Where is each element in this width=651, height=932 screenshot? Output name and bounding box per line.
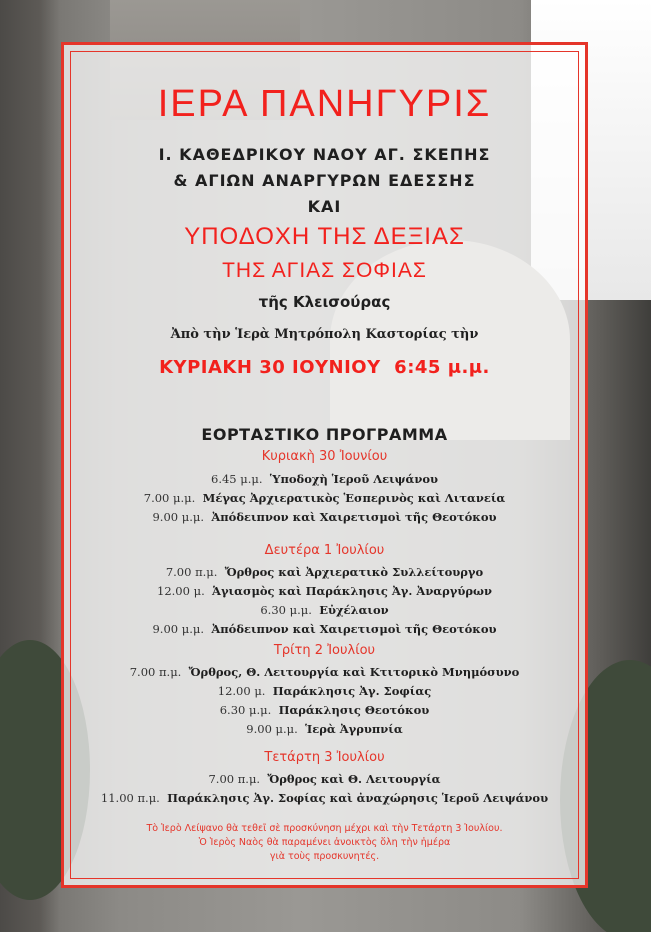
item-time: 9.00 μ.μ. — [152, 510, 204, 524]
item-time: 6.30 μ.μ. — [260, 603, 312, 617]
place-text: τῆς Κλεισούρας — [258, 293, 391, 311]
poster-title: ΙΕΡΑ ΠΑΝΗΓΥΡΙΣ — [157, 83, 492, 125]
program-item — [64, 510, 585, 524]
item-time: 7.00 π.μ. — [129, 665, 182, 679]
reception-line2: ΤΗΣ ΑΓΙΑΣ ΣΟΦΙΑΣ — [222, 259, 427, 282]
church-name-line2: & ΑΓΙΩΝ ΑΝΑΡΓΥΡΩΝ ΕΔΕΣΣΗΣ — [173, 171, 476, 190]
and-text: ΚΑΙ — [307, 197, 342, 216]
program-item — [64, 703, 585, 717]
program-item — [64, 684, 585, 698]
item-event: Ὄρθρος καὶ Ἀρχιερατικὸ Συλλείτουργο — [224, 565, 484, 579]
item-time: 7.00 π.μ. — [208, 772, 261, 786]
program-item — [64, 791, 585, 805]
program-item — [64, 491, 585, 505]
note-line: γιὰ τοὺς προσκυνητές. — [269, 851, 380, 862]
item-event: Ὄρθρος, Θ. Λειτουργία καὶ Κτιτορικὸ Μνημόσυνο — [188, 665, 520, 679]
poster-panel — [61, 42, 588, 888]
item-event: Μέγας Ἀρχιερατικὸς Ἑσπερινὸς καὶ Λιτανεία — [202, 491, 506, 505]
program-heading: ΕΟΡΤΑΣΤΙΚΟ ΠΡΟΓΡΑΜΜΑ — [201, 425, 448, 444]
item-event: Ὑποδοχὴ Ἱεροῦ Λειψάνου — [269, 472, 438, 486]
program-day: Τρίτη 2 Ἰουλίου — [273, 643, 376, 658]
note-line: Τὸ Ἱερὸ Λείψανο θὰ τεθεῖ σὲ προσκύνηση μέχρι καὶ τὴν Τετάρτη 3 Ἰουλίου. — [146, 823, 503, 834]
program-item — [64, 722, 585, 736]
church-name-line1: Ι. ΚΑΘΕΔΡΙΚΟΥ ΝΑΟΥ ΑΓ. ΣΚΕΠΗΣ — [158, 145, 491, 164]
program-day: Κυριακὴ 30 Ἰουνίου — [261, 449, 388, 464]
item-event: Ὄρθρος καὶ Θ. Λειτουργία — [267, 772, 441, 786]
item-event: Παράκλησις Ἀγ. Σοφίας — [272, 684, 432, 698]
program-item — [64, 565, 585, 579]
program-item — [64, 665, 585, 679]
program-item — [64, 603, 585, 617]
item-time: 9.00 μ.μ. — [246, 722, 298, 736]
item-time: 12.00 μ. — [217, 684, 266, 698]
program-day: Τετάρτη 3 Ἰουλίου — [264, 750, 385, 765]
item-event: Ἁγιασμὸς καὶ Παράκλησις Ἀγ. Ἀναργύρων — [212, 584, 492, 598]
item-event: Ἀπόδειπνον καὶ Χαιρετισμοὶ τῆς Θεοτόκου — [211, 622, 497, 636]
item-time: 7.00 π.μ. — [165, 565, 218, 579]
item-time: 6.45 μ.μ. — [211, 472, 263, 486]
program-item — [64, 772, 585, 786]
program-item — [64, 472, 585, 486]
item-time: 7.00 μ.μ. — [143, 491, 196, 505]
item-event: Ἱερὰ Ἀγρυπνία — [305, 722, 403, 736]
program-item — [64, 622, 585, 636]
item-event: Παράκλησις Θεοτόκου — [278, 703, 430, 717]
item-event: Εὐχέλαιον — [319, 603, 389, 617]
reception-line1: ΥΠΟΔΟΧΗ ΤΗΣ ΔΕΞΙΑΣ — [184, 223, 465, 250]
item-time: 11.00 π.μ. — [100, 791, 160, 805]
item-time: 12.00 μ. — [157, 584, 205, 598]
item-event: Παράκλησις Ἀγ. Σοφίας καὶ ἀναχώρησις Ἱεροῦ Λειψάνου — [167, 791, 549, 805]
from-text: Ἀπὸ τὴν Ἱερὰ Μητρόπολη Καστορίας τὴν — [170, 327, 479, 342]
note-line: Ὁ Ἱερὸς Ναὸς θὰ παραμένει ἀνοικτὸς ὅλη τὴν ἡμέρα — [198, 837, 451, 848]
event-date: ΚΥΡΙΑΚΗ 30 ΙΟΥΝΙΟΥ 6:45 μ.μ. — [159, 357, 490, 378]
item-event: Ἀπόδειπνον καὶ Χαιρετισμοὶ τῆς Θεοτόκου — [211, 510, 497, 524]
item-time: 9.00 μ.μ. — [152, 622, 204, 636]
item-time: 6.30 μ.μ. — [219, 703, 272, 717]
program-day: Δευτέρα 1 Ἰουλίου — [264, 543, 385, 558]
program-item — [64, 584, 585, 598]
